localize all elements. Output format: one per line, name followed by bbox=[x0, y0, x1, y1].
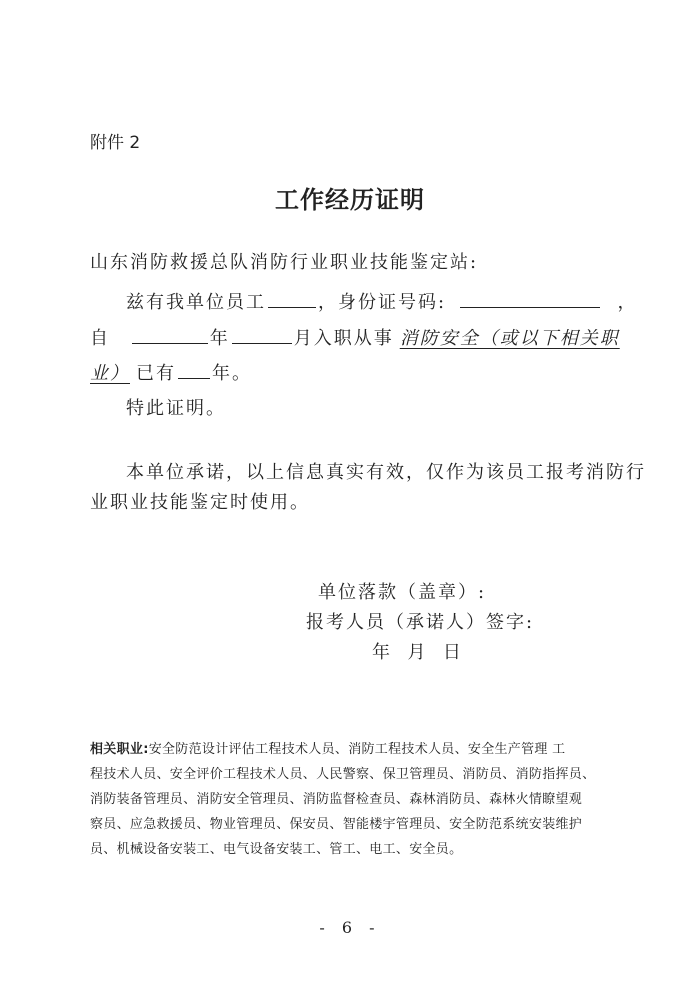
employee-id-line bbox=[126, 289, 638, 314]
promise-line-2: 业职业技能鉴定时使用。 bbox=[90, 492, 310, 513]
line3-text-b: 年。 bbox=[212, 363, 252, 384]
related-occupations-text-1: 安全防范设计评估工程技术人员、消防工程技术人员、安全生产管理 工 bbox=[148, 742, 566, 757]
attachment-label: 附件 2 bbox=[90, 133, 141, 153]
employment-duration-line bbox=[90, 360, 252, 385]
document-title: 工作经历证明 bbox=[275, 185, 425, 214]
occupation-underlined-a: 消防安全（或以下相关职 bbox=[399, 328, 620, 349]
addressee: 山东消防救援总队消防行业职业技能鉴定站: bbox=[90, 252, 479, 273]
employment-start-line bbox=[90, 325, 620, 350]
year-blank bbox=[132, 325, 208, 344]
related-occupations-line-2: 程技术人员、安全评价工程技术人员、人民警察、保卫管理员、消防员、消防指挥员、 bbox=[90, 767, 596, 782]
related-occupations-line-4: 察员、应急救援员、物业管理员、保安员、智能楼宇管理员、安全防范系统安装维护 bbox=[90, 817, 583, 832]
related-occupations-line-3: 消防装备管理员、消防安全管理员、消防监督检查员、森林消防员、森林火情瞭望观 bbox=[90, 792, 583, 807]
id-number-blank bbox=[460, 289, 600, 308]
line1-text-c: ， bbox=[617, 292, 638, 313]
signature-applicant: 报考人员（承诺人）签字: bbox=[306, 612, 535, 633]
special-proof: 特此证明。 bbox=[126, 398, 226, 419]
related-occupations-line-1 bbox=[90, 737, 565, 762]
employee-name-blank bbox=[268, 289, 316, 308]
signature-date: 年 月 日 bbox=[372, 642, 463, 663]
line1-text-a: 兹有我单位员工 bbox=[126, 292, 266, 313]
month-blank bbox=[232, 325, 292, 344]
signature-unit: 单位落款（盖章）: bbox=[318, 582, 487, 603]
related-occupations-label: 相关职业: bbox=[90, 742, 149, 757]
occupation-underlined-b: 业） bbox=[90, 363, 130, 384]
line2-text-b: 年 bbox=[209, 328, 230, 349]
related-occupations-line-5: 员、机械设备安装工、电气设备安装工、管工、电工、安全员。 bbox=[90, 842, 463, 857]
promise-line-1: 本单位承诺，以上信息真实有效，仅作为该员工报考消防行 bbox=[126, 462, 646, 483]
line1-text-b: ，身份证号码: bbox=[318, 292, 447, 313]
line2-text-c: 月入职从事 bbox=[293, 328, 394, 349]
page-number: - 6 - bbox=[319, 918, 381, 937]
line3-text-a: 已有 bbox=[136, 363, 176, 384]
years-blank bbox=[178, 360, 210, 379]
line2-text-a: 自 bbox=[90, 328, 110, 349]
